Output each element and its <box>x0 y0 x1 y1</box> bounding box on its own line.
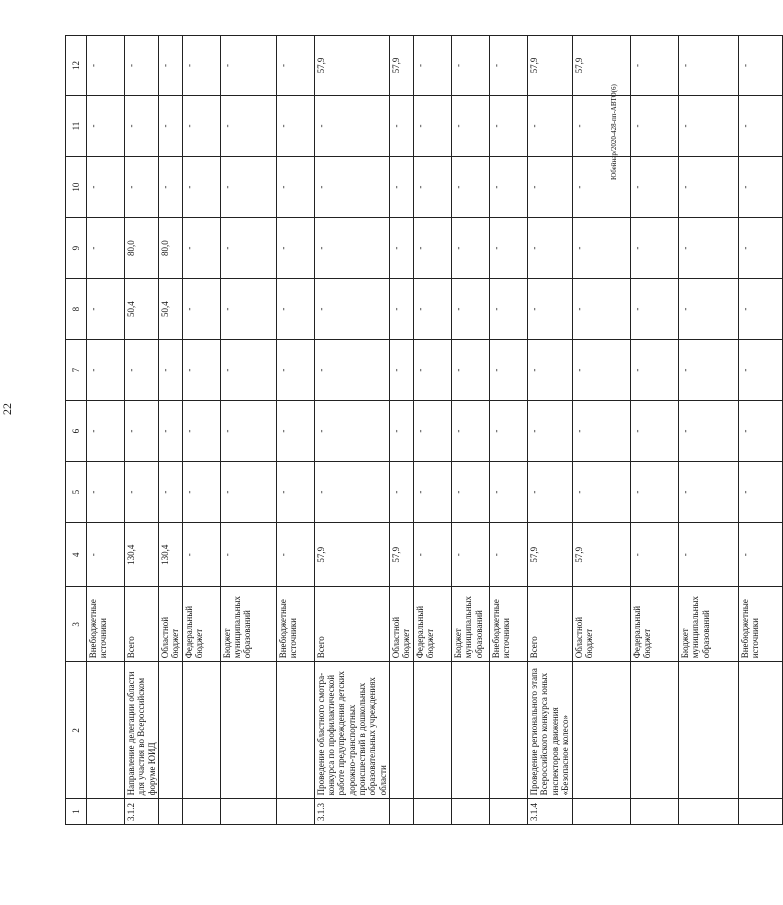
table-cell: - <box>527 401 572 462</box>
table-cell: - <box>527 340 572 401</box>
table-row <box>451 36 489 825</box>
table-row <box>314 36 389 825</box>
table-cell: - <box>314 279 389 340</box>
table-cell <box>220 662 276 799</box>
table-cell: - <box>413 340 451 401</box>
table-cell: - <box>738 401 782 462</box>
header-cell: 11 <box>66 96 87 157</box>
header-cell: 10 <box>66 157 87 218</box>
table-cell: - <box>182 340 220 401</box>
table-cell <box>572 662 630 799</box>
table-cell <box>413 799 451 825</box>
table-cell: - <box>220 462 276 523</box>
table-cell: - <box>87 523 125 587</box>
table-cell: - <box>630 340 678 401</box>
table-cell: - <box>572 96 630 157</box>
table-cell: - <box>390 279 414 340</box>
header-cell: 12 <box>66 36 87 96</box>
table-cell: - <box>125 401 159 462</box>
table-cell: 3.1.2 <box>125 799 159 825</box>
table-cell: - <box>489 523 527 587</box>
table-cell: - <box>159 96 183 157</box>
table-cell: Всего <box>527 587 572 662</box>
table-cell: - <box>390 96 414 157</box>
table-cell: - <box>314 157 389 218</box>
table-cell: Направление делегации области для участия во Всероссийском форуме ЮИД <box>125 662 159 799</box>
table-cell: - <box>220 279 276 340</box>
table-cell: - <box>451 462 489 523</box>
table-cell: 57,9 <box>572 523 630 587</box>
table-cell: - <box>678 36 738 96</box>
table-cell: 57,9 <box>314 36 389 96</box>
table-cell <box>87 799 125 825</box>
table-cell: - <box>87 36 125 96</box>
table-cell: - <box>489 218 527 279</box>
table-cell: - <box>451 96 489 157</box>
table-cell: - <box>182 523 220 587</box>
table-row <box>630 36 678 825</box>
table-cell: - <box>738 462 782 523</box>
table-cell: - <box>87 462 125 523</box>
table-row <box>390 36 414 825</box>
table-cell: - <box>489 462 527 523</box>
table-cell: - <box>630 279 678 340</box>
header-cell: 9 <box>66 218 87 279</box>
table-row <box>87 36 125 825</box>
header-cell: 4 <box>66 523 87 587</box>
table-cell <box>413 662 451 799</box>
table-cell: - <box>630 401 678 462</box>
table-cell: - <box>572 401 630 462</box>
table-cell: - <box>314 218 389 279</box>
header-cell: 6 <box>66 401 87 462</box>
table-cell: - <box>413 157 451 218</box>
table-cell: Областной бюджет <box>572 587 630 662</box>
table-cell: - <box>630 96 678 157</box>
table-cell: - <box>489 279 527 340</box>
table-cell: 57,9 <box>390 36 414 96</box>
table-cell <box>390 662 414 799</box>
table-cell: - <box>276 279 314 340</box>
table-cell <box>451 662 489 799</box>
table-cell: 3.1.4 <box>527 799 572 825</box>
table-cell: Федеральный бюджет <box>630 587 678 662</box>
table-cell: - <box>182 157 220 218</box>
table-cell: - <box>738 340 782 401</box>
table-cell <box>630 799 678 825</box>
table-cell: - <box>572 279 630 340</box>
table-cell: Всего <box>125 587 159 662</box>
table-cell: Областной бюджет <box>159 587 183 662</box>
table-cell: - <box>159 401 183 462</box>
table-cell: - <box>314 462 389 523</box>
table-cell: - <box>738 218 782 279</box>
table-cell: Внебюджетные источники <box>489 587 527 662</box>
table-cell: - <box>390 462 414 523</box>
table-cell: - <box>125 157 159 218</box>
table-cell: - <box>220 218 276 279</box>
table-cell: - <box>314 340 389 401</box>
table-cell: - <box>182 401 220 462</box>
table-cell: - <box>630 36 678 96</box>
table-row <box>182 36 220 825</box>
table-cell: - <box>678 340 738 401</box>
table-cell: - <box>451 401 489 462</box>
table-cell: Проведение регионального этапа Всероссийского конкурса юных инспекторов движения «Безопасное колесо» <box>527 662 572 799</box>
table-cell: - <box>276 157 314 218</box>
table-cell <box>182 662 220 799</box>
table-cell: Бюджет муниципальных образований <box>451 587 489 662</box>
table-cell: - <box>527 218 572 279</box>
table-cell: Проведение областного смотра-конкурса по профилактической работе предупреждения детских дорожно-транспортных происшествий в дошкольных образовательных учреждениях области <box>314 662 389 799</box>
table-cell <box>678 799 738 825</box>
table-cell: - <box>87 401 125 462</box>
table-cell: - <box>159 157 183 218</box>
table-cell: - <box>182 218 220 279</box>
table-cell: - <box>87 279 125 340</box>
table-cell: - <box>489 340 527 401</box>
table-cell <box>159 799 183 825</box>
table-cell: - <box>451 36 489 96</box>
table-cell: 130,4 <box>159 523 183 587</box>
table-row <box>572 36 630 825</box>
header-cell: 8 <box>66 279 87 340</box>
table-cell: - <box>489 157 527 218</box>
table-cell: - <box>413 523 451 587</box>
header-row <box>66 36 87 825</box>
header-cell: 1 <box>66 799 87 825</box>
table-cell: Внебюджетные источники <box>87 587 125 662</box>
table-cell: - <box>87 157 125 218</box>
header-cell: 7 <box>66 340 87 401</box>
table-cell <box>489 799 527 825</box>
table-cell: Федеральный бюджет <box>413 587 451 662</box>
table-cell: - <box>314 96 389 157</box>
header-cell: 5 <box>66 462 87 523</box>
table-cell: - <box>527 462 572 523</box>
table-cell: 57,9 <box>572 36 630 96</box>
table-cell <box>572 799 630 825</box>
table-cell: - <box>630 523 678 587</box>
table-cell: - <box>738 96 782 157</box>
table-cell: 57,9 <box>527 523 572 587</box>
table-cell: - <box>390 218 414 279</box>
table-cell: 57,9 <box>314 523 389 587</box>
table-cell: 57,9 <box>390 523 414 587</box>
table-cell: - <box>182 36 220 96</box>
table-cell: - <box>738 523 782 587</box>
table-cell: - <box>572 218 630 279</box>
table-cell: - <box>182 279 220 340</box>
table-row <box>489 36 527 825</box>
table-cell: - <box>738 279 782 340</box>
table-cell: - <box>451 279 489 340</box>
table-row <box>527 36 572 825</box>
table-cell: - <box>314 401 389 462</box>
table-cell: - <box>413 401 451 462</box>
table-cell: 50,4 <box>125 279 159 340</box>
table-row <box>678 36 738 825</box>
table-cell: - <box>390 401 414 462</box>
table-cell: - <box>678 462 738 523</box>
table-cell: - <box>390 157 414 218</box>
table-cell: - <box>738 36 782 96</box>
budget-table <box>65 35 783 825</box>
table-cell: - <box>451 157 489 218</box>
table-cell <box>276 799 314 825</box>
table-cell: Внебюджетные источники <box>276 587 314 662</box>
table-cell: 80,0 <box>125 218 159 279</box>
table-cell: - <box>87 340 125 401</box>
table-row <box>413 36 451 825</box>
table-row <box>159 36 183 825</box>
table-cell: - <box>159 340 183 401</box>
table-cell: - <box>451 340 489 401</box>
table-cell <box>738 799 782 825</box>
table-cell <box>678 662 738 799</box>
table-cell: - <box>220 401 276 462</box>
table-cell <box>451 799 489 825</box>
table-cell: - <box>182 96 220 157</box>
table-cell: 57,9 <box>527 36 572 96</box>
header-cell: 3 <box>66 587 87 662</box>
table-cell: Бюджет муниципальных образований <box>678 587 738 662</box>
table-cell: - <box>125 36 159 96</box>
table-cell: - <box>159 36 183 96</box>
table-cell: - <box>489 96 527 157</box>
table-cell: Бюджет муниципальных образований <box>220 587 276 662</box>
table-cell: - <box>572 157 630 218</box>
table-cell: - <box>451 218 489 279</box>
table-cell <box>630 662 678 799</box>
document-code: Юбейнар/2020-428-пп-АВТО(6) <box>610 84 618 180</box>
table-cell: - <box>125 462 159 523</box>
table-cell: - <box>220 96 276 157</box>
table-cell: - <box>125 96 159 157</box>
table-cell: 50,4 <box>159 279 183 340</box>
table-cell: - <box>276 96 314 157</box>
table-cell: - <box>678 279 738 340</box>
table-cell: 130,4 <box>125 523 159 587</box>
table-cell: Федеральный бюджет <box>182 587 220 662</box>
table-cell: - <box>276 523 314 587</box>
table-cell: - <box>390 340 414 401</box>
table-cell: - <box>572 340 630 401</box>
table-row <box>220 36 276 825</box>
table-cell: - <box>220 523 276 587</box>
table-cell: - <box>276 340 314 401</box>
table-cell: - <box>630 218 678 279</box>
table-cell <box>738 662 782 799</box>
table-cell: - <box>489 401 527 462</box>
table-cell: - <box>220 157 276 218</box>
table-cell: - <box>678 157 738 218</box>
table-cell: - <box>182 462 220 523</box>
table-cell <box>182 799 220 825</box>
table-cell: - <box>630 462 678 523</box>
table-cell: - <box>527 279 572 340</box>
table-cell: - <box>451 523 489 587</box>
table-cell: Внебюджетные источники <box>738 587 782 662</box>
table-cell: - <box>738 157 782 218</box>
header-cell: 2 <box>66 662 87 799</box>
table-cell: - <box>678 96 738 157</box>
table-cell: 3.1.3 <box>314 799 389 825</box>
table-cell: - <box>630 157 678 218</box>
table-cell: - <box>276 218 314 279</box>
table-cell <box>489 662 527 799</box>
table-cell: Областной бюджет <box>390 587 414 662</box>
table-cell: - <box>413 218 451 279</box>
table-cell: Всего <box>314 587 389 662</box>
table-cell: - <box>220 340 276 401</box>
table-cell: - <box>678 218 738 279</box>
table-cell <box>390 799 414 825</box>
table-cell: - <box>276 462 314 523</box>
table-cell: - <box>527 157 572 218</box>
table-cell: - <box>489 36 527 96</box>
table-row <box>738 36 782 825</box>
table-cell: - <box>413 462 451 523</box>
table-cell <box>220 799 276 825</box>
table-cell: - <box>413 279 451 340</box>
table-cell: - <box>413 96 451 157</box>
table-cell: - <box>220 36 276 96</box>
table-cell: - <box>572 462 630 523</box>
table-row <box>125 36 159 825</box>
table-cell: - <box>87 96 125 157</box>
table-cell: - <box>527 96 572 157</box>
table-cell: - <box>276 401 314 462</box>
table-cell: - <box>87 218 125 279</box>
table-row <box>276 36 314 825</box>
table-cell: - <box>125 340 159 401</box>
table-cell: - <box>678 523 738 587</box>
table-cell: 80,0 <box>159 218 183 279</box>
table-cell: - <box>276 36 314 96</box>
table-cell <box>159 662 183 799</box>
table-cell <box>87 662 125 799</box>
table-cell: - <box>159 462 183 523</box>
page-number: 22 <box>0 403 14 415</box>
table-cell: - <box>413 36 451 96</box>
table-cell: - <box>678 401 738 462</box>
table-cell <box>276 662 314 799</box>
